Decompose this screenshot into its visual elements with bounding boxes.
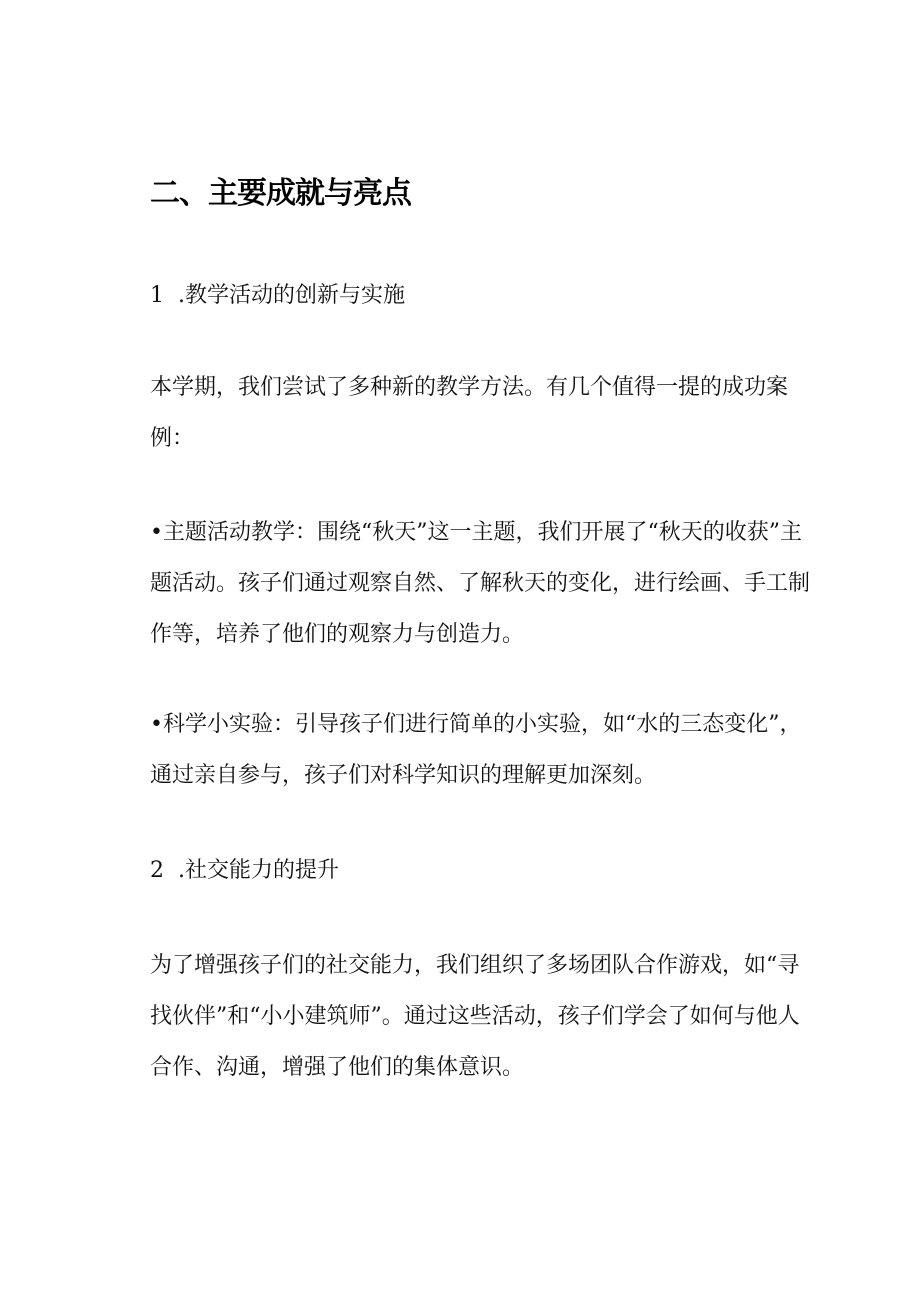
- subsection-title-2: [150, 856, 339, 886]
- social-paragraph: 为了增强孩子们的社交能力，我们组织了多场团队合作游戏，如“寻找伙伴”和“小小建筑师”。通过这些活动，孩子们学会了如何与他人合作、沟通，增强了他们的集体意识。: [150, 953, 800, 1080]
- subsection-title-1: [150, 281, 405, 311]
- intro-paragraph: 本学期，我们尝试了多种新的教学方法。有几个值得一提的成功案例：: [150, 375, 789, 451]
- subsection-number-1: 1: [150, 283, 164, 308]
- subsection-text-1: .教学活动的创新与实施: [178, 283, 405, 308]
- section-heading: 二、主要成就与亮点: [150, 176, 411, 211]
- subsection-text-2: .社交能力的提升: [178, 858, 339, 883]
- subsection-number-2: 2: [150, 858, 164, 883]
- bullet-science-experiment: •科学小实验：引导孩子们进行简单的小实验，如“水的三态变化”，通过亲自参与，孩子们对科学知识的理解更加深刻。: [150, 712, 802, 788]
- bullet-theme-activity: •主题活动教学：围绕“秋天”这一主题，我们开展了“秋天的收获”主题活动。孩子们通过观察自然、了解秋天的变化，进行绘画、手工制作等，培养了他们的观察力与创造力。: [150, 520, 811, 647]
